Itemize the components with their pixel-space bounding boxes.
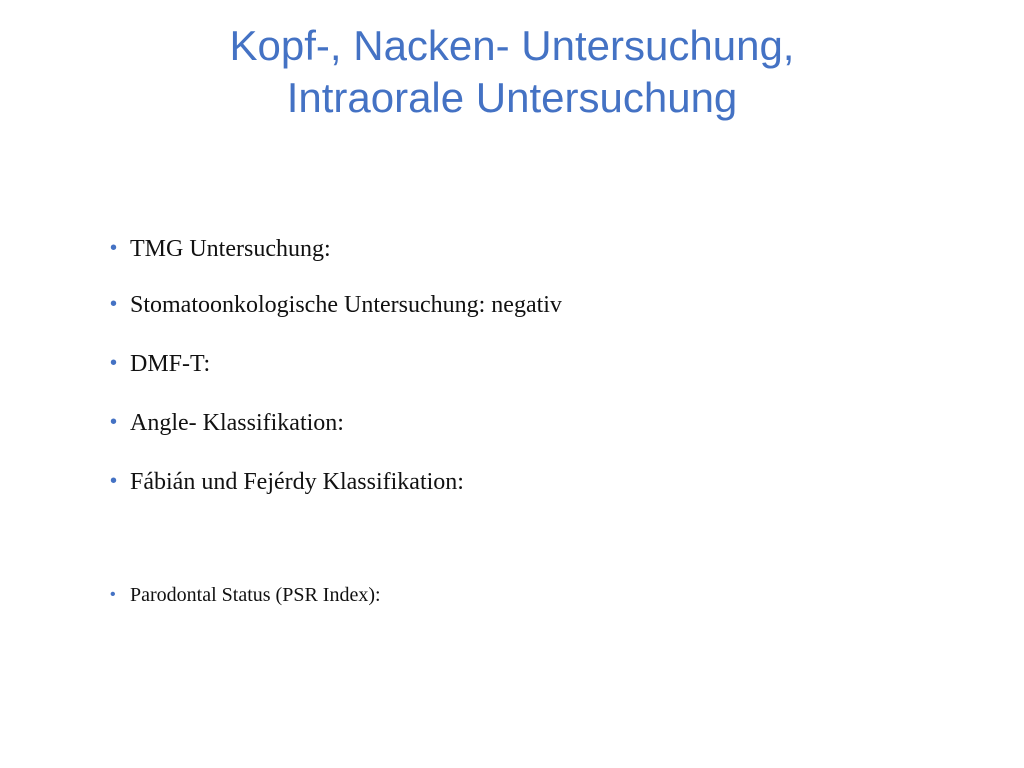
bullet-text: Fábián und Fejérdy Klassifikation: — [130, 469, 464, 495]
bullet-text: Stomatoonkologische Untersuchung: negativ — [130, 292, 562, 318]
bullet-item-dmft — [110, 349, 210, 378]
bullet-text: Parodontal Status (PSR Index): — [130, 584, 381, 606]
bullet-item-stomatoonkologische — [110, 290, 562, 319]
bullet-item-fabian-fejerdy — [110, 467, 464, 496]
bullet-item-tmg — [110, 234, 331, 263]
bullet-dot-icon: • — [110, 411, 118, 433]
bullet-dot-icon: • — [110, 470, 118, 492]
bullet-item-angle — [110, 408, 344, 437]
bullet-dot-icon: • — [110, 237, 118, 259]
bullet-item-parodontal-status — [110, 583, 381, 607]
bullet-text: DMF-T: — [130, 351, 211, 377]
bullet-dot-icon: • — [110, 352, 118, 374]
bullet-dot-icon: • — [110, 293, 118, 315]
bullet-text: TMG Untersuchung: — [130, 236, 331, 262]
bullet-list — [110, 0, 990, 768]
bullet-text: Angle- Klassifikation: — [130, 410, 344, 436]
bullet-dot-icon: • — [110, 586, 116, 603]
slide-title-line-1: Kopf-, Nacken- Untersuchung, — [229, 22, 795, 69]
slide-title-line-2: Intraorale Untersuchung — [286, 74, 738, 121]
